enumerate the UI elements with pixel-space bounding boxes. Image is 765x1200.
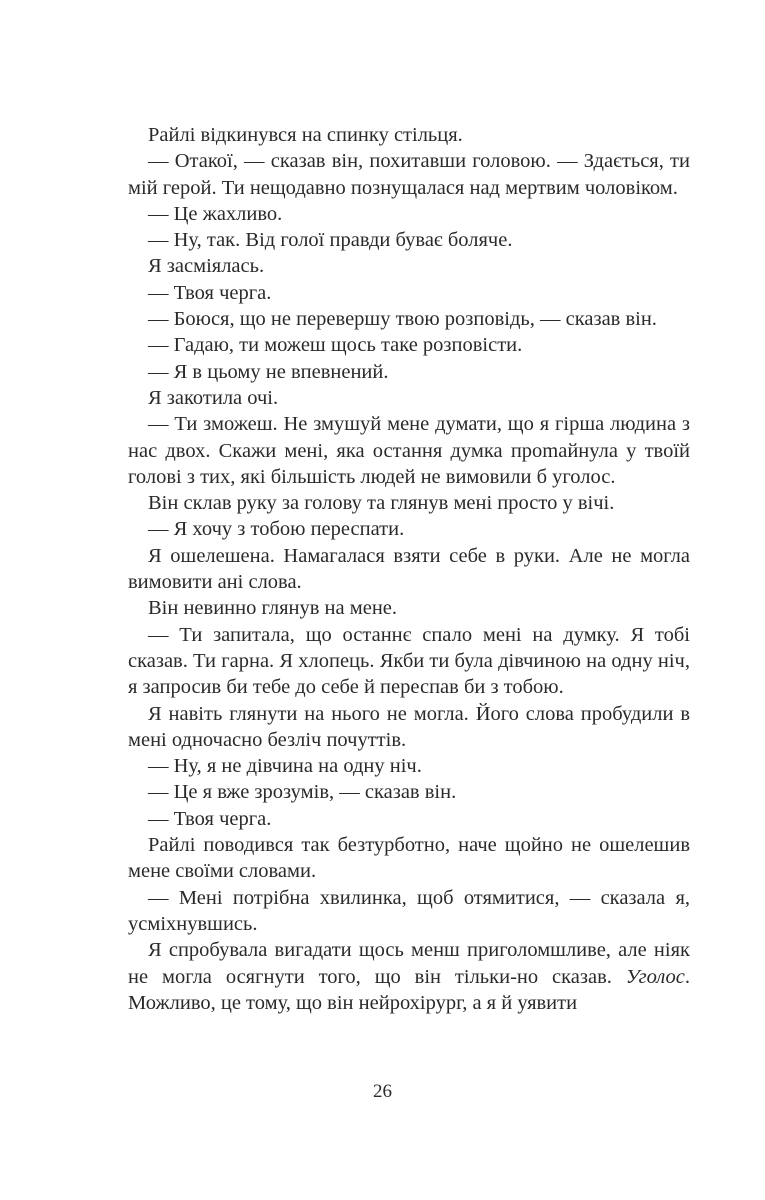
- text-segment: Я спробувала вигадати щось менш приголомшливе, але ніяк не могла осягнути того, що він тільки-но сказав.: [128, 939, 690, 988]
- paragraph: [128, 543, 690, 596]
- text-segment: Райлі поводився так безтурботно, наче щойно не ошелешив мене своїми словами.: [128, 834, 690, 883]
- paragraph: [128, 806, 690, 832]
- paragraph: [128, 885, 690, 938]
- paragraph: [128, 937, 690, 1016]
- paragraph: [128, 622, 690, 701]
- text-segment: — Ну, так. Від голої правди буває боляче.: [148, 229, 513, 252]
- paragraph: [128, 411, 690, 490]
- text-segment: — Це я вже зрозумів, — сказав він.: [148, 781, 457, 804]
- paragraph: [128, 516, 690, 542]
- paragraph: [128, 359, 690, 385]
- body-text: [128, 122, 690, 1016]
- paragraph: [128, 385, 690, 411]
- paragraph: [128, 832, 690, 885]
- text-segment: — Ти запитала, що останнє спало мені на думку. Я тобі сказав. Ти гарна. Я хлопець. Якби ти була дівчиною на одну ніч, я запросив би тебе до себе й переспав би з тобою.: [128, 623, 690, 699]
- text-segment: — Ну, я не дівчина на одну ніч.: [148, 755, 422, 778]
- text-segment: Він склав руку за голову та глянув мені просто у вічі.: [148, 492, 615, 515]
- text-segment: — Твоя черга.: [148, 281, 272, 304]
- paragraph: [128, 490, 690, 516]
- text-segment: — Отакої, — сказав він, похитавши головою. — Здається, ти мій герой. Ти нещодавно познущалася над мертвим чоловіком.: [128, 150, 690, 199]
- paragraph: [128, 595, 690, 621]
- paragraph: [128, 148, 690, 201]
- page-number: 26: [373, 1081, 392, 1102]
- text-segment: Він невинно глянув на мене.: [148, 597, 398, 620]
- text-segment: — Мені потрібна хвилинка, щоб отямитися, — сказала я, усміхнувшись.: [128, 886, 690, 935]
- paragraph: [128, 253, 690, 279]
- paragraph: [128, 280, 690, 306]
- text-segment: — Я хочу з тобою переспати.: [148, 518, 405, 541]
- text-segment: — Це жахливо.: [148, 202, 283, 225]
- text-segment: — Твоя черга.: [148, 807, 272, 830]
- paragraph: [128, 306, 690, 332]
- paragraph: [128, 122, 690, 148]
- text-segment: Я ошелешена. Намагалася взяти себе в руки. Але не могла вимовити ані слова.: [128, 544, 690, 594]
- text-segment: Райлі відкинувся на спинку стільця.: [148, 124, 463, 146]
- text-segment: Я навіть глянути на нього не могла. Його слова пробудили в мені одночасно безліч почуттів.: [128, 702, 690, 751]
- paragraph: [128, 701, 690, 754]
- text-segment: — Ти зможеш. Не змушуй мене думати, що я гірша людина з нас двох. Скажи мені, яка остання думка проmайнула у твоїй голові з тих, які більшість людей не вимовили б уголос.: [128, 413, 690, 488]
- text-segment: Я закотила очі.: [148, 386, 279, 409]
- italic-text: Уголос: [625, 965, 685, 988]
- paragraph: [128, 753, 690, 779]
- text-segment: . Можливо, це тому, що він нейрохірург, а я й уявити: [128, 965, 690, 1014]
- text-segment: — Я в цьому не впевнений.: [148, 360, 389, 383]
- paragraph: [128, 201, 690, 227]
- text-segment: — Гадаю, ти можеш щось таке розповісти.: [148, 334, 523, 357]
- paragraph: [128, 779, 690, 805]
- text-segment: — Боюся, що не перевершу твою розповідь, — сказав він.: [148, 308, 657, 331]
- paragraph: [128, 227, 690, 253]
- paragraph: [128, 332, 690, 358]
- text-segment: Я засміялась.: [148, 255, 265, 278]
